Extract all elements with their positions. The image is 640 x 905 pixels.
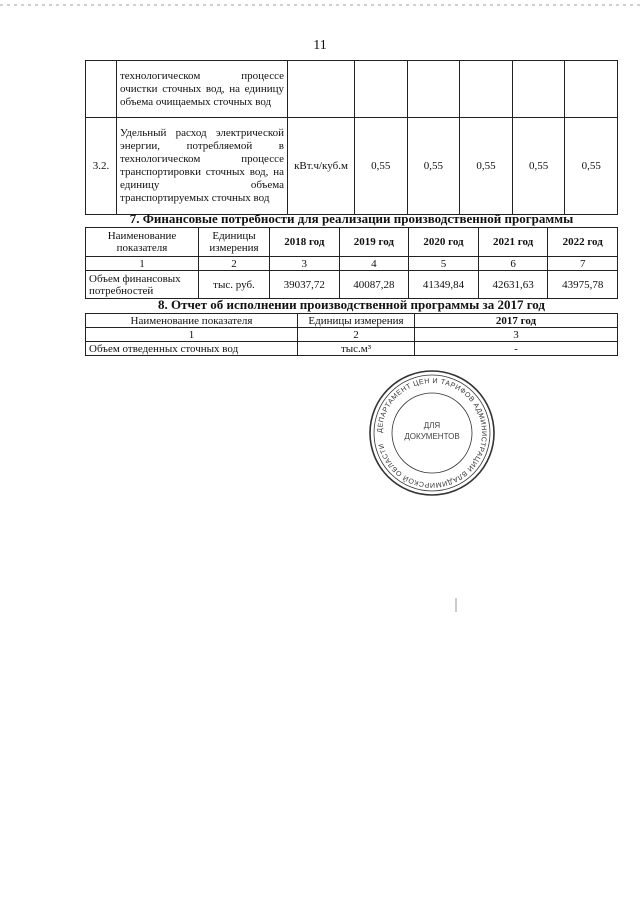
table-row — [86, 342, 618, 356]
header-year: 2021 год — [478, 228, 548, 257]
indicator-name: технологическом процессе очистки сточных вод, на единицу объема очищаемых сточных вод — [117, 61, 288, 118]
header-unit: Единицы измерения — [199, 228, 270, 257]
header-year: 2019 год — [339, 228, 409, 257]
column-index: 2 — [298, 328, 415, 342]
scan-artifact — [455, 598, 457, 612]
column-index: 5 — [409, 257, 479, 271]
row-number — [86, 61, 117, 118]
indicator-value: 0,55 — [565, 118, 618, 215]
row-value: 39037,72 — [270, 271, 340, 299]
column-index: 3 — [415, 328, 618, 342]
row-name: Объем финансовых потребностей — [86, 271, 199, 299]
column-index: 1 — [86, 257, 199, 271]
header-unit: Единицы измерения — [298, 314, 415, 328]
table-row — [86, 271, 618, 299]
official-stamp — [367, 368, 497, 498]
table-row — [86, 118, 618, 215]
indicator-value — [355, 61, 408, 118]
header-name: Наименование показателя — [86, 228, 199, 257]
page-number: 11 — [313, 38, 327, 53]
row-value: 42631,63 — [478, 271, 548, 299]
table-header-row — [86, 314, 618, 328]
header-year: 2022 год — [548, 228, 618, 257]
indicator-unit: кВт.ч/куб.м — [288, 118, 355, 215]
row-value: - — [415, 342, 618, 356]
indicator-unit — [288, 61, 355, 118]
stamp-ring-text: ДЕПАРТАМЕНТ ЦЕН И ТАРИФОВ АДМИНИСТРАЦИИ ВЛАДИМИРСКОЙ ОБЛАСТИ — [376, 377, 488, 489]
indicators-table-continued — [85, 60, 618, 215]
row-unit: тыс. руб. — [199, 271, 270, 299]
table-header-row — [86, 228, 618, 257]
indicator-name: Удельный расход электрической энергии, потребляемой в технологическом процессе транспортировки сточных вод, на единицу объема транспортируемых сточных вод — [117, 118, 288, 215]
row-value: 41349,84 — [409, 271, 479, 299]
header-name: Наименование показателя — [86, 314, 298, 328]
indicator-value: 0,55 — [512, 118, 565, 215]
stamp-center-text-2: ДОКУМЕНТОВ — [404, 432, 460, 441]
indicator-value: 0,55 — [355, 118, 408, 215]
indicator-value — [407, 61, 460, 118]
scan-edge-artifact — [0, 4, 640, 6]
indicator-value — [565, 61, 618, 118]
section-8-title: 8. Отчет об исполнении производственной программы за 2017 год — [157, 297, 546, 312]
table-index-row — [86, 257, 618, 271]
financial-needs-table — [85, 227, 618, 299]
header-year: 2018 год — [270, 228, 340, 257]
row-name: Объем отведенных сточных вод — [86, 342, 298, 356]
row-value: 40087,28 — [339, 271, 409, 299]
header-year: 2020 год — [409, 228, 479, 257]
indicator-value: 0,55 — [407, 118, 460, 215]
stamp-center-text-1: ДЛЯ — [423, 421, 441, 430]
column-index: 1 — [86, 328, 298, 342]
column-index: 2 — [199, 257, 270, 271]
row-value: 43975,78 — [548, 271, 618, 299]
table-row — [86, 61, 618, 118]
indicator-value: 0,55 — [460, 118, 513, 215]
indicator-value — [512, 61, 565, 118]
column-index: 4 — [339, 257, 409, 271]
column-index: 6 — [478, 257, 548, 271]
row-number: 3.2. — [86, 118, 117, 215]
table-index-row — [86, 328, 618, 342]
column-index: 3 — [270, 257, 340, 271]
header-year: 2017 год — [415, 314, 618, 328]
column-index: 7 — [548, 257, 618, 271]
indicator-value — [460, 61, 513, 118]
section-7-title: 7. Финансовые потребности для реализации производственной программы — [129, 211, 574, 226]
row-unit: тыс.м³ — [298, 342, 415, 356]
execution-report-table — [85, 313, 618, 356]
